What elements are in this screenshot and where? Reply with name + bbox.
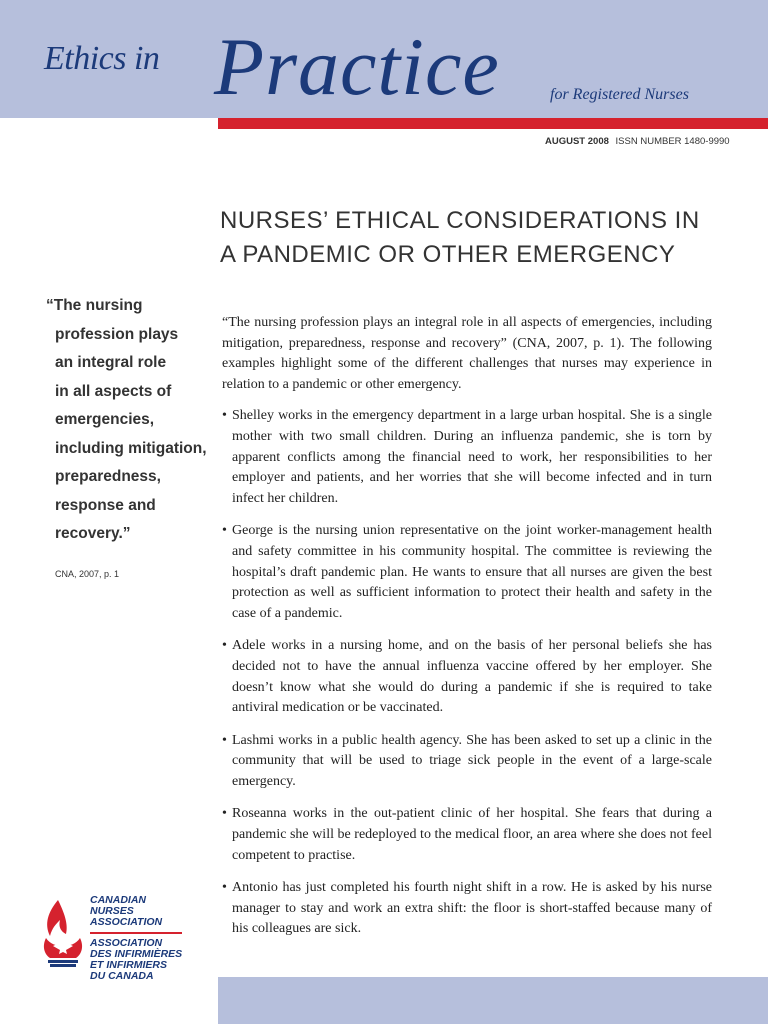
bullet-marker: • (222, 408, 227, 424)
pull-quote-citation: CNA, 2007, p. 1 (55, 569, 120, 579)
logo-text-line: CANADIAN (90, 894, 146, 906)
bullet-marker: • (222, 732, 227, 748)
list-item (222, 804, 712, 866)
article-title-line-2: A PANDEMIC OR OTHER EMERGENCY (220, 241, 676, 268)
list-item-text: Adele works in a nursing home, and on the basis of her personal beliefs she has decided not to have the annual influenza vaccine offered by her employer. She doesn’t know what she would do during a pandemic if she is required to take antiviral medication or be vaccinated. (232, 638, 712, 716)
issue-date: AUGUST 2008 (545, 136, 609, 147)
issn-number: ISSN NUMBER 1480-9990 (615, 136, 730, 147)
masthead-red-rule (218, 118, 768, 129)
pull-quote-line: in all aspects of (55, 382, 172, 400)
pull-quote (46, 292, 211, 549)
pull-quote-line: response and (55, 496, 156, 514)
list-item (222, 878, 712, 940)
footer-band (218, 977, 768, 1024)
logo-text-line: DU CANADA (90, 970, 154, 982)
list-item-text: Antonio has just completed his fourth night shift in a row. He is asked by his nurse manager to stay and work an extra shift: the floor is short-staffed because many of his colleagues are sick. (232, 880, 712, 937)
logo-text-line: NURSES (90, 905, 134, 917)
pull-quote-line: preparedness, (55, 468, 161, 485)
article-title-line-1: NURSES’ ETHICAL CONSIDERATIONS IN (220, 207, 700, 234)
list-item-text: Lashmi works in a public health agency. She has been asked to set up a clinic in the community that will be used to triage sick people in the event of a large-scale emergency. (232, 732, 712, 789)
list-item (222, 731, 712, 793)
issue-info (545, 136, 730, 147)
bullet-marker: • (222, 806, 227, 822)
pull-quote-line: an integral role (55, 354, 167, 371)
logo-text-line: ET INFIRMIERS (90, 959, 168, 971)
list-item (222, 406, 712, 509)
pull-quote-line: including mitigation, (55, 439, 207, 457)
pull-quote-line: emergencies, (55, 411, 155, 428)
masthead-title-large: Practice (214, 21, 500, 112)
intro-paragraph: “The nursing profession plays an integral role in all aspects of emergencies, including mitigation, preparedness, response and recovery” (CNA, 2007, p. 1). The following examples highlight some of the different challenges that nurses may experience in relation to a pandemic or other emergency. (222, 315, 712, 392)
cna-logo (40, 892, 190, 982)
logo-text-line: DES INFIRMIÈRES (90, 948, 183, 960)
list-item-text: Roseanna works in the out-patient clinic of her hospital. She fears that during a pandemic she will be redeployed to the medical floor, an area where she does not feel competent to practise. (232, 806, 712, 863)
pull-quote-line: recovery.” (55, 525, 131, 542)
logo-text-english (90, 895, 162, 928)
logo-text-line: ASSOCIATION (90, 916, 163, 928)
bullet-marker: • (222, 523, 227, 539)
logo-text-line: ASSOCIATION (90, 937, 163, 949)
pull-quote-line: profession plays (55, 325, 179, 343)
masthead-tagline: for Registered Nurses (550, 86, 689, 103)
article-title (220, 204, 740, 272)
list-item (222, 521, 712, 624)
logo-text-french (90, 938, 182, 982)
list-item-text: Shelley works in the emergency department in a large urban hospital. She is a single mother with two small children. During an influenza pandemic, she is torn by apparent conflicts among the financial need to work, her responsibilities to her employer and patients, and her worries that she will become infected and in turn infect her children. (232, 408, 712, 506)
list-item-text: George is the nursing union representative on the joint worker-management health and safety committee in his community hospital. The committee is reviewing the hospital’s draft pandemic plan. He wants to ensure that all nurses are given the best protection as well as sufficient information to protect their health and safety in the case of a pandemic. (232, 523, 712, 621)
pull-quote-line: “The nursing (46, 297, 143, 314)
bullet-marker: • (222, 880, 227, 896)
logo-divider (90, 932, 182, 934)
masthead-title-small: Ethics in (44, 40, 160, 77)
list-item (222, 636, 712, 718)
flame-maple-leaf-icon (40, 898, 86, 970)
bullet-marker: • (222, 638, 227, 654)
article-body (222, 313, 712, 952)
